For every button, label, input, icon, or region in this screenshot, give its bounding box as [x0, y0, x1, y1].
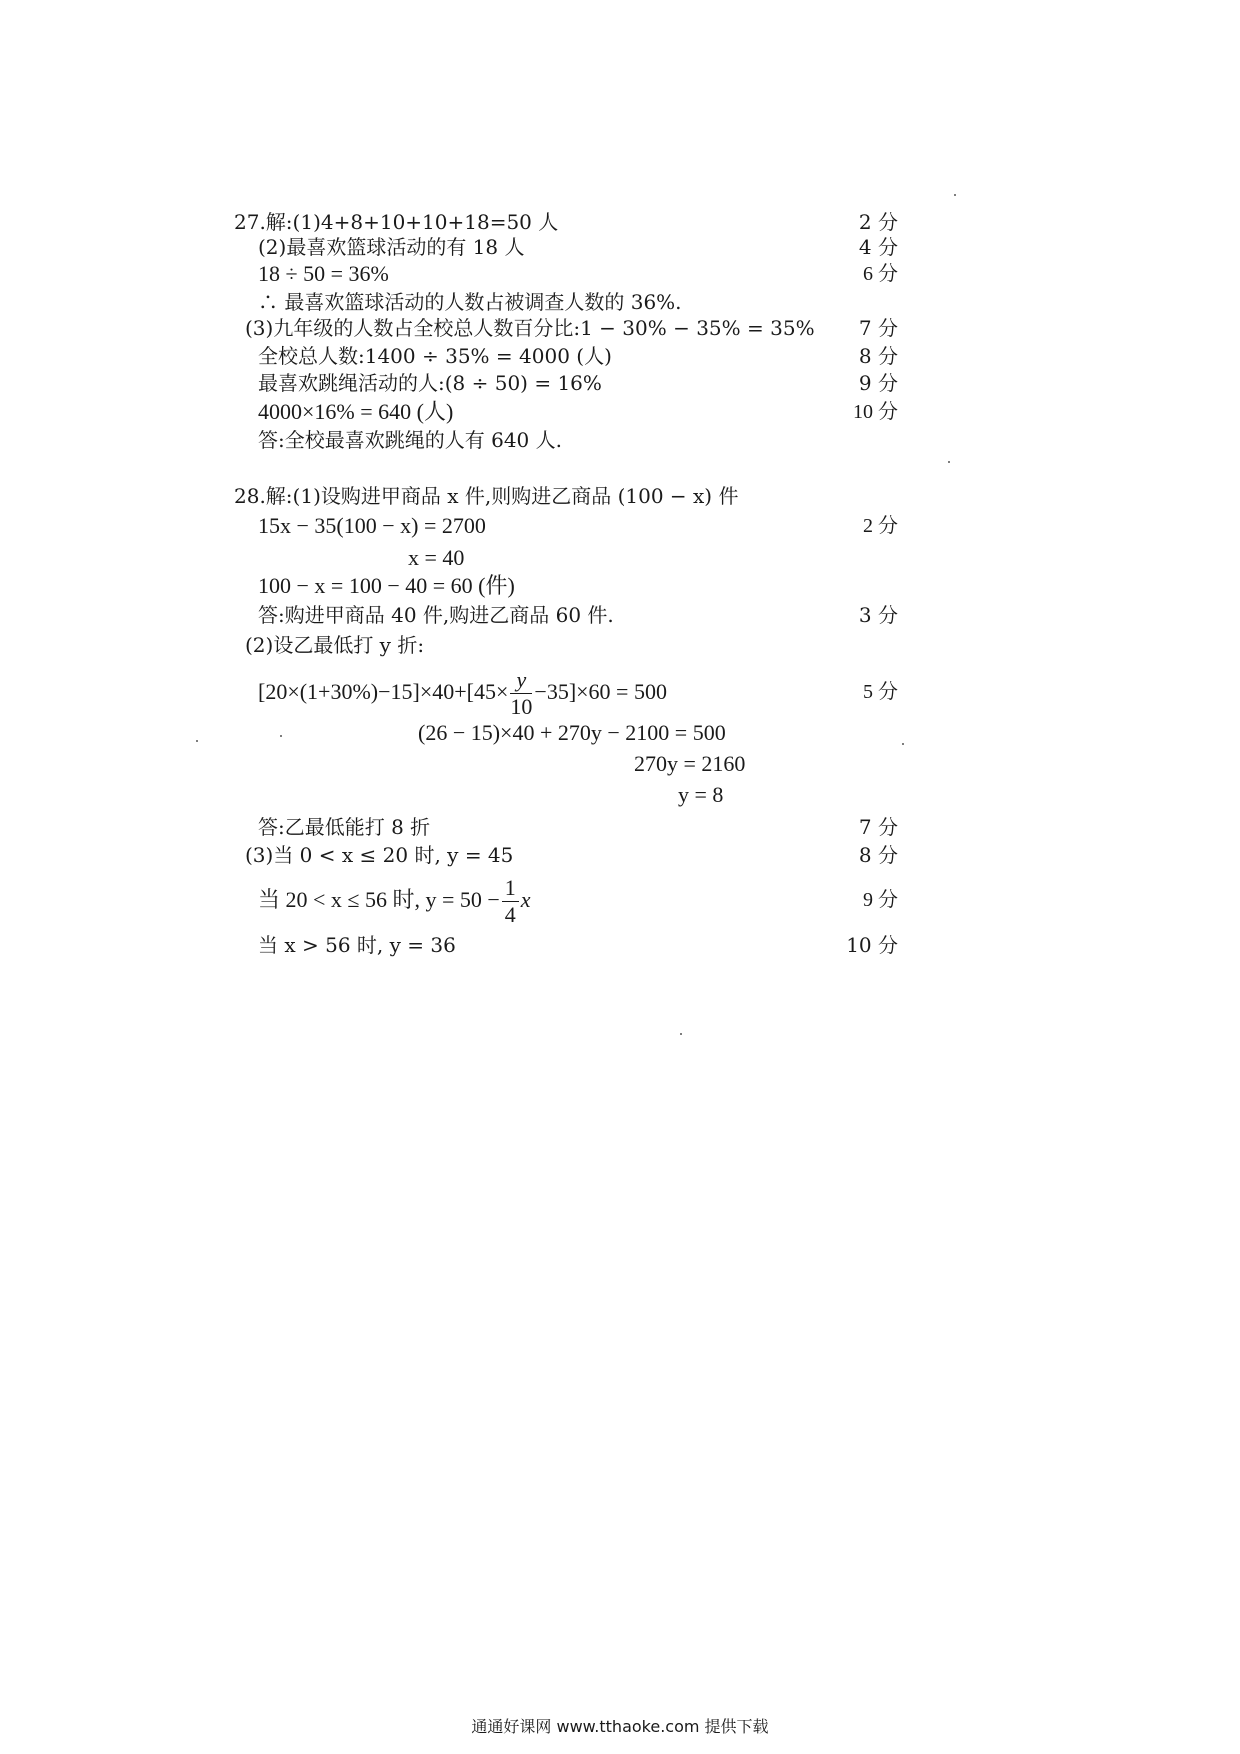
q28-simplified: (26 − 15)×40 + 270y − 2100 = 500	[418, 720, 726, 745]
q28-line-4	[0, 571, 1240, 601]
q28-part2: (2)设乙最低打 y 折:	[245, 633, 425, 657]
scan-speck	[680, 1033, 682, 1035]
q27-line-3	[0, 259, 1240, 289]
q28-270y: 270y = 2160	[634, 751, 746, 776]
q27-total-students: 全校总人数:1400 ÷ 35% = 4000 (人)	[258, 344, 612, 368]
q28-count-yi: 100 − x = 100 − 40 = 60 (件)	[258, 573, 515, 598]
case2-left: 当 20 < x ≤ 56 时, y = 50 −	[258, 887, 500, 912]
q28-line-14	[0, 930, 1240, 960]
score-label: 8 分	[858, 843, 898, 867]
q28-line-12	[0, 840, 1240, 870]
q27-line-9	[0, 425, 1240, 455]
scan-speck	[902, 743, 904, 745]
q28-line-2	[0, 511, 1240, 541]
fraction-denominator: 4	[504, 902, 516, 928]
score-label: 2 分	[858, 210, 898, 234]
q27-calc-percent: 18 ÷ 50 = 36%	[258, 261, 389, 286]
score-label: 2 分	[863, 515, 898, 537]
scan-speck	[954, 194, 956, 196]
score-label: 5 分	[863, 681, 898, 703]
score-label: 7 分	[858, 815, 898, 839]
case2-right: x	[520, 887, 531, 912]
q28-line-7	[0, 662, 1240, 722]
scan-speck	[948, 461, 950, 463]
q27-line-2	[0, 232, 1240, 262]
score-label: 7 分	[858, 316, 898, 340]
fraction-y-over-10	[510, 669, 532, 718]
equation-right: −35]×60 = 500	[534, 679, 667, 704]
q27-part2: (2)最喜欢篮球活动的有 18 人	[258, 235, 525, 259]
score-label: 8 分	[858, 344, 898, 368]
q27-part3: (3)九年级的人数占全校总人数百分比:1 − 30% − 35% = 35%	[245, 316, 815, 340]
q27-conclusion: ∴ 最喜欢篮球活动的人数占被调查人数的 36%.	[258, 290, 682, 314]
q28-answer-1: 答:购进甲商品 40 件,购进乙商品 60 件.	[258, 603, 614, 627]
score-label: 4 分	[858, 235, 898, 259]
q27-line-7	[0, 368, 1240, 398]
q27-line-6	[0, 341, 1240, 371]
q28-line-8	[0, 718, 1240, 748]
q28-part1: 28.解:(1)设购进甲商品 x 件,则购进乙商品 (100 − x) 件	[234, 484, 739, 508]
q28-part3-case1: (3)当 0 < x ≤ 20 时, y = 45	[245, 843, 514, 867]
score-label: 3 分	[858, 603, 898, 627]
score-label: 9 分	[858, 371, 898, 395]
score-label: 6 分	[863, 263, 898, 285]
q27-answer: 答:全校最喜欢跳绳的人有 640 人.	[258, 428, 562, 452]
scan-speck	[196, 740, 198, 742]
q27-jumprope-percent: 最喜欢跳绳活动的人:(8 ÷ 50) = 16%	[258, 371, 602, 395]
q28-line-6	[0, 630, 1240, 660]
q28-line-10	[0, 780, 1240, 810]
q28-solution-x: x = 40	[408, 545, 465, 570]
page-footer: 通通好课网 www.tthaoke.com 提供下载	[471, 1717, 769, 1736]
fraction-1-over-4	[502, 877, 519, 926]
score-label: 9 分	[863, 889, 898, 911]
fraction-numerator: 1	[502, 877, 519, 902]
q28-line-13	[0, 870, 1240, 930]
fraction-numerator: y	[510, 669, 532, 694]
fraction-denominator: 10	[510, 694, 533, 720]
q28-line-5	[0, 600, 1240, 630]
q28-equation: 15x − 35(100 − x) = 2700	[258, 513, 486, 538]
q28-line-9	[0, 749, 1240, 779]
q27-part1: 27.解:(1)4+8+10+10+18=50 人	[234, 210, 559, 234]
q28-discount-equation	[258, 662, 667, 722]
q28-line-11	[0, 812, 1240, 842]
scan-speck	[280, 735, 282, 737]
q28-answer-2: 答:乙最低能打 8 折	[258, 815, 431, 839]
q28-part3-case2	[258, 870, 531, 930]
q28-line-1	[0, 481, 1240, 511]
q27-line-8	[0, 397, 1240, 427]
equation-left: [20×(1+30%)−15]×40+[45×	[258, 679, 509, 704]
score-label: 10 分	[846, 933, 898, 957]
score-label: 10 分	[853, 401, 898, 423]
q28-part3-case3: 当 x > 56 时, y = 36	[258, 933, 456, 957]
q27-jumprope-count: 4000×16% = 640 (人)	[258, 399, 454, 424]
q28-solution-y: y = 8	[678, 782, 724, 807]
q28-line-3	[0, 543, 1240, 573]
q27-line-5	[0, 313, 1240, 343]
